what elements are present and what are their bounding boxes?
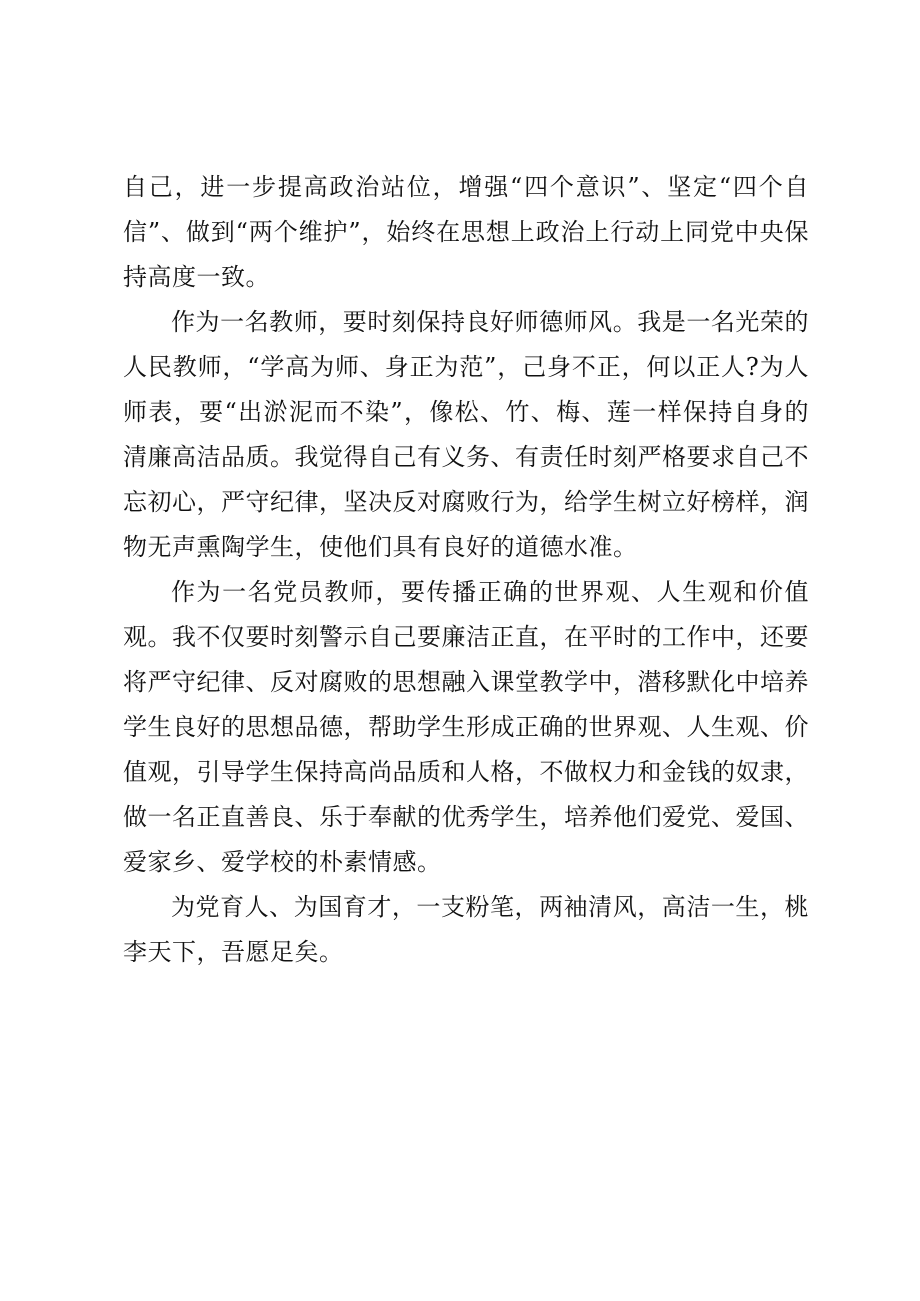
paragraph-2: 作为一名教师，要时刻保持良好师德师风。我是一名光荣的人民教师，“学高为师、身正为范”，己身不正，何以正人?为人师表，要“出淤泥而不染”，像松、竹、梅、莲一样保持自身的清廉高洁品质。我觉得自己有义务、有责任时刻严格要求自己不忘初心，严守纪律，坚决反对腐败行为，给学生树立好榜样，润物无声熏陶学生，使他们具有良好的道德水准。: [123, 308, 809, 561]
paragraph-1: 自己，进一步提高政治站位，增强“四个意识”、坚定“四个自信”、做到“两个维护”，始终在思想上政治上行动上同党中央保持高度一致。: [123, 173, 809, 291]
paragraph-4: 为党育人、为国育才，一支粉笔，两袖清风，高洁一生，桃李天下，吾愿足矣。: [123, 893, 809, 966]
paragraph-3: 作为一名党员教师，要传播正确的世界观、人生观和价值观。我不仅要时刻警示自己要廉洁正直，在平时的工作中，还要将严守纪律、反对腐败的思想融入课堂教学中，潜移默化中培养学生良好的思想品德，帮助学生形成正确的世界观、人生观、价值观，引导学生保持高尚品质和人格，不做权力和金钱的奴隶，做一名正直善良、乐于奉献的优秀学生，培养他们爱党、爱国、爱家乡、爱学校的朴素情感。: [123, 578, 809, 876]
document-body: [123, 165, 809, 975]
